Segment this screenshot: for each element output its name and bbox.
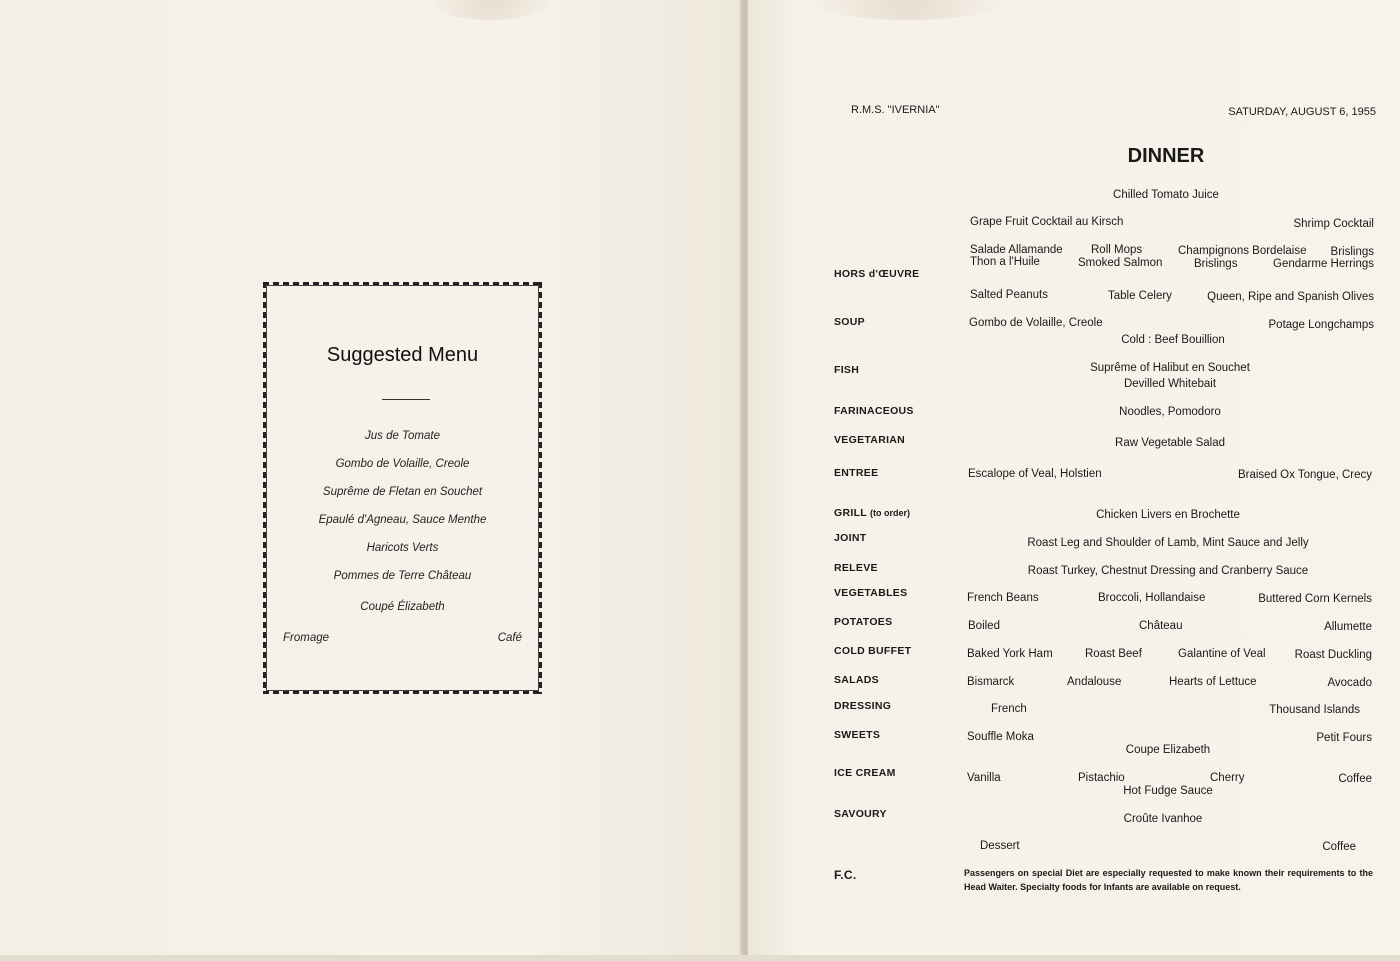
cat-grill	[834, 507, 910, 519]
hors-item: Salade Allamande	[970, 244, 1063, 256]
paper-stain	[430, 0, 550, 20]
cat-soup: SOUP	[834, 316, 865, 328]
title-rule	[382, 399, 430, 400]
entree-item: Braised Ox Tongue, Crecy	[1237, 469, 1372, 481]
vegetables-item: French Beans	[967, 592, 1039, 604]
ice-cream-item: Coffee	[1338, 773, 1372, 785]
sweets-item: Petit Fours	[1316, 732, 1372, 744]
vegetables-item: Buttered Corn Kernels	[1258, 593, 1372, 605]
suggested-item: Suprême de Fletan en Souchet	[322, 486, 483, 498]
hors-item: Table Celery	[1108, 290, 1172, 302]
hors-item: Gendarme Herrings	[1273, 258, 1374, 270]
cat-hors-doeuvre: HORS d'ŒUVRE	[834, 268, 920, 280]
ice-cream-item: Pistachio	[1078, 772, 1125, 784]
salads-item: Andalouse	[1067, 676, 1122, 688]
cat-ice-cream: ICE CREAM	[834, 767, 896, 779]
hors-item: Roll Mops	[1091, 244, 1143, 256]
grill-item: Chicken Livers en Brochette	[1096, 509, 1240, 521]
cafe-label: Café	[497, 632, 522, 644]
hors-item: Smoked Salmon	[1078, 257, 1163, 269]
cat-entree: ENTREE	[834, 467, 879, 479]
cat-joint: JOINT	[834, 532, 867, 544]
vegetarian-item: Raw Vegetable Salad	[1115, 437, 1225, 449]
cold-buffet-item: Roast Beef	[1085, 648, 1142, 660]
fc-item: Coffee	[1322, 841, 1356, 853]
cat-cold-buffet: COLD BUFFET	[834, 645, 912, 657]
dressing-item: Thousand Islands	[1269, 704, 1360, 716]
fc-item: Dessert	[980, 840, 1020, 852]
chilled-tomato: Chilled Tomato Juice	[1113, 189, 1219, 201]
suggested-menu-frame	[258, 277, 547, 699]
hors-item: Champignons Bordelaise	[1178, 245, 1307, 257]
right-page	[748, 0, 1400, 961]
soup-item: Potage Longchamps	[1268, 319, 1374, 331]
hors-item: Brislings	[1330, 246, 1374, 258]
ship-name: R.M.S. "IVERNIA"	[851, 104, 940, 116]
sweets-item: Coupe Elizabeth	[1125, 744, 1211, 756]
fromage-label: Fromage	[283, 632, 330, 644]
farinaceous-item: Noodles, Pomodoro	[1119, 406, 1221, 418]
cat-salads: SALADS	[834, 674, 879, 686]
soup-item: Cold : Beef Bouillion	[1121, 334, 1225, 346]
salads-item: Hearts of Lettuce	[1169, 676, 1257, 688]
savoury-item: Croûte Ivanhoe	[1123, 813, 1203, 825]
hors-item: Salted Peanuts	[970, 289, 1049, 301]
suggested-menu-title: Suggested Menu	[326, 344, 479, 366]
suggested-item: Coupé Élizabeth	[360, 601, 445, 613]
cat-farinaceous: FARINACEOUS	[834, 405, 914, 417]
sweets-item: Souffle Moka	[967, 731, 1034, 743]
hors-item: Thon a l'Huile	[970, 256, 1040, 268]
suggested-item: Jus de Tomate	[364, 430, 440, 442]
suggested-item: Epaulé d'Agneau, Sauce Menthe	[318, 514, 487, 526]
potatoes-item: Allumette	[1324, 621, 1372, 633]
cat-releve: RELEVE	[834, 562, 878, 574]
cat-fc: F.C.	[834, 868, 857, 882]
suggested-item: Gombo de Volaille, Creole	[335, 458, 470, 470]
cat-grill-note: (to order)	[870, 508, 911, 518]
salads-item: Avocado	[1327, 677, 1372, 689]
cat-sweets: SWEETS	[834, 729, 881, 741]
vegetables-item: Broccoli, Hollandaise	[1098, 592, 1206, 604]
cold-buffet-item: Galantine of Veal	[1178, 648, 1266, 660]
suggested-item: Haricots Verts	[366, 542, 439, 554]
hors-item: Brislings	[1194, 258, 1238, 270]
diet-notice: Passengers on special Diet are especially requested to make known their requirements to the Head Waiter. Specialty foods for Infants are available on request.	[964, 868, 1373, 892]
menu-date: SATURDAY, AUGUST 6, 1955	[1228, 106, 1376, 118]
cold-buffet-item: Baked York Ham	[967, 648, 1053, 660]
potatoes-item: Boiled	[968, 620, 1000, 632]
cat-grill-label: GRILL	[834, 507, 867, 519]
fish-item: Suprême of Halibut en Souchet	[1090, 362, 1250, 374]
ice-cream-item: Cherry	[1210, 772, 1245, 784]
soup-item: Gombo de Volaille, Creole	[969, 317, 1103, 329]
dressing-item: French	[991, 703, 1027, 715]
potatoes-item: Château	[1139, 620, 1183, 632]
releve-item: Roast Turkey, Chestnut Dressing and Cranberry Sauce	[1027, 565, 1309, 577]
cat-potatoes: POTATOES	[834, 616, 893, 628]
cat-vegetarian: VEGETARIAN	[834, 434, 906, 446]
dinner-title: DINNER	[1127, 145, 1205, 167]
ice-cream-item: Vanilla	[967, 772, 1001, 784]
cat-savoury: SAVOURY	[834, 808, 887, 820]
page-bottom-edge	[0, 955, 1400, 961]
fish-item: Devilled Whitebait	[1123, 378, 1217, 390]
hors-item: Queen, Ripe and Spanish Olives	[1207, 291, 1374, 303]
joint-item: Roast Leg and Shoulder of Lamb, Mint Sauce and Jelly	[1027, 537, 1309, 549]
shrimp-cocktail: Shrimp Cocktail	[1293, 218, 1374, 230]
paper-stain	[808, 0, 1008, 20]
grapefruit-cocktail: Grape Fruit Cocktail au Kirsch	[970, 216, 1124, 228]
entree-item: Escalope of Veal, Holstien	[968, 468, 1102, 480]
suggested-item: Pommes de Terre Château	[333, 570, 472, 582]
cat-fish: FISH	[834, 364, 860, 376]
cat-dressing: DRESSING	[834, 700, 892, 712]
cat-vegetables: VEGETABLES	[834, 587, 908, 599]
salads-item: Bismarck	[967, 676, 1015, 688]
ice-cream-item: Hot Fudge Sauce	[1123, 785, 1213, 797]
cold-buffet-item: Roast Duckling	[1294, 649, 1372, 661]
